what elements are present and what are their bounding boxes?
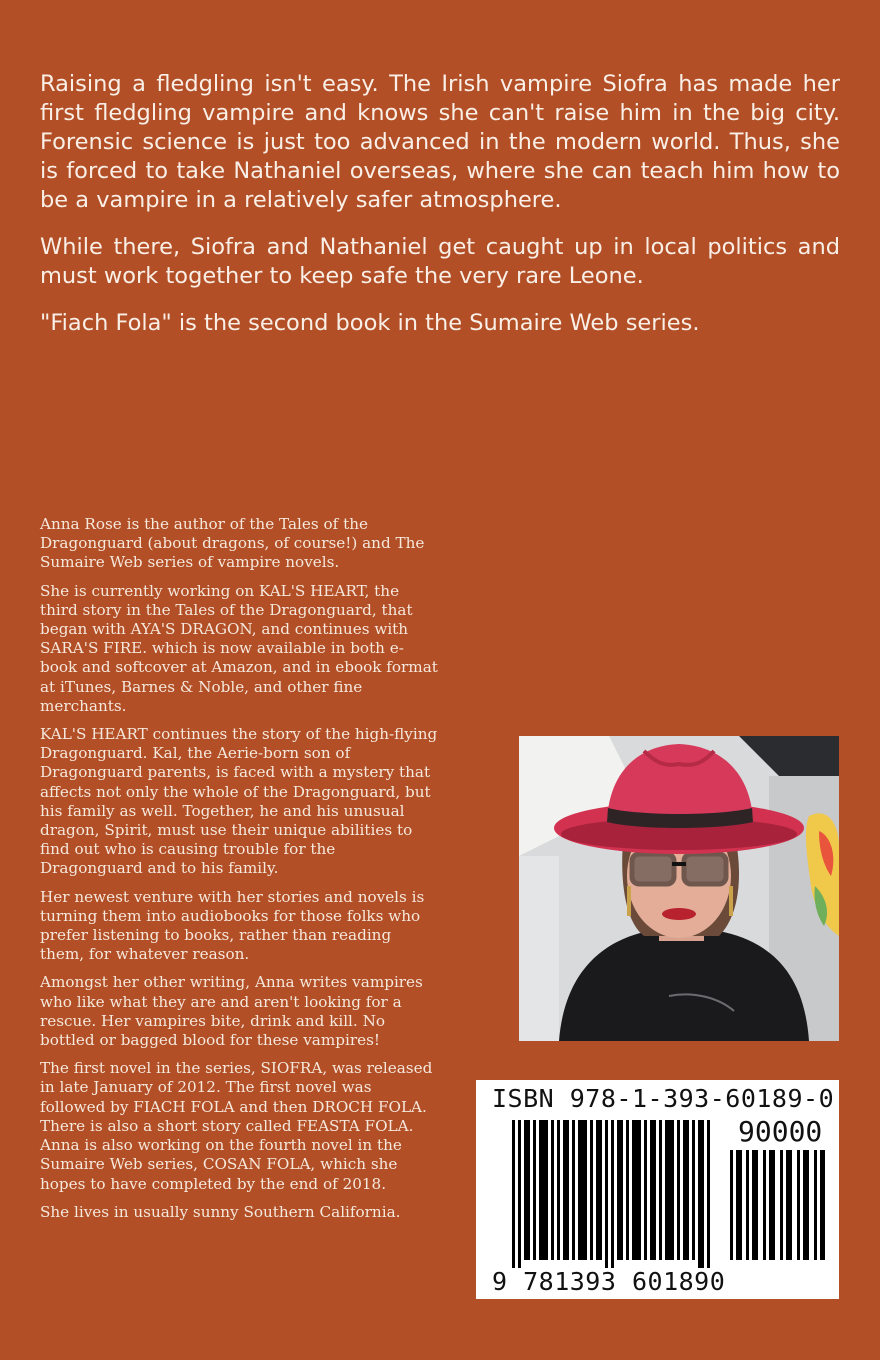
isbn-label: ISBN 978-1-393-60189-0 — [492, 1084, 835, 1113]
blurb-paragraph-3: "Fiach Fola" is the second book in the Sumaire Web series. — [40, 310, 700, 336]
bio-paragraph-6a: The first novel in the series, SIOFRA, was released in late January of 2012. The first novel was followed by FIACH FOLA and then DROCH FOLA. There is also a short story called FEASTA FOLA. — [40, 1059, 433, 1135]
bio-paragraph-6 — [40, 1059, 440, 1136]
bio-paragraph-2: She is currently working on KAL'S HEART, the third story in the Tales of the Dragonguard, that began with AYA'S DRAGON, and continues with SARA'S FIRE. which is now available in both e-book and softcover at Amazon, and in ebook format at iTunes, Barnes & Noble, and other fine merchants. — [40, 581, 438, 715]
addon-bars — [730, 1150, 825, 1260]
bio-paragraph-3: KAL'S HEART continues the story of the high-flying Dragonguard. Kal, the Aerie-born son of Dragonguard parents, is faced with a mystery that affects not only the whole of the Dragonguard, but his family as well. Together, he and his unusual dragon, Spirit, must use their unique abilities to find out who is causing trouble for the Dragonguard and to his family. — [40, 725, 438, 878]
bio-paragraph-1: Anna Rose is the author of the Tales of the Dragonguard (about dragons, of course!) and The Sumaire Web series of vampire novels. — [40, 515, 425, 572]
back-cover-blurb — [40, 70, 840, 356]
price-code: 90000 — [738, 1115, 823, 1148]
bio-paragraph-6b: Anna is also working on the fourth novel in the Sumaire Web series, COSAN FOLA, which she hopes to have completed by the end of 2018. — [40, 1136, 402, 1193]
barcode-digits: 9 781393 601890 — [492, 1267, 726, 1296]
isbn-barcode — [476, 1080, 839, 1299]
blurb-paragraph-2: While there, Siofra and Nathaniel get caught up in local politics and must work together to keep safe the very rare Leone. — [40, 234, 840, 289]
bio-paragraph-4: Her newest venture with her stories and novels is turning them into audiobooks for those folks who prefer listening to books, rather than reading them, for whatever reason. — [40, 887, 425, 964]
ean13-bars — [512, 1120, 722, 1268]
author-photo — [519, 736, 839, 1041]
bio-paragraph-5: Amongst her other writing, Anna writes vampires who like what they are and aren't looking for a rescue. Her vampires bite, drink and kill. No bottled or bagged blood for these vampires! — [40, 973, 423, 1050]
author-bio — [40, 515, 440, 1231]
bio-paragraph-7: She lives in usually sunny Southern California. — [40, 1202, 401, 1221]
blurb-paragraph-1: Raising a fledgling isn't easy. The Irish vampire Siofra has made her first fledgling vampire and knows she can't raise him in the big city. Forensic science is just too advanced in the modern world. Thus, she is forced to take Nathaniel overseas, where she can teach him how to be a vampire in a relatively safer atmosphere. — [40, 71, 840, 213]
author-portrait-illustration — [519, 736, 839, 1041]
